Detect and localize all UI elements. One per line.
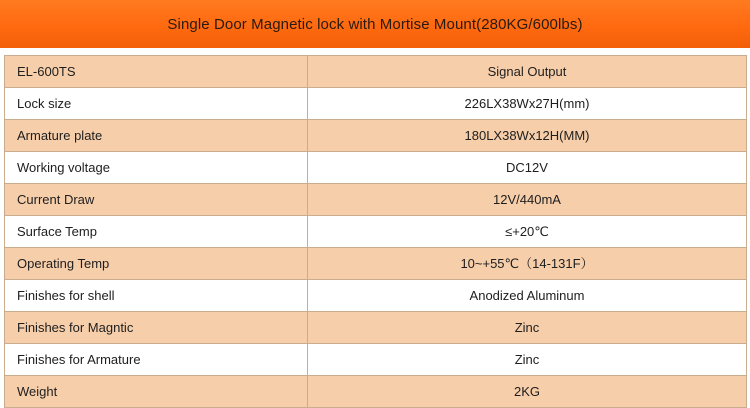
table-row <box>5 280 747 312</box>
value-cell: Zinc <box>308 312 747 344</box>
param-cell: Weight <box>5 376 308 408</box>
value-cell: Zinc <box>308 344 747 376</box>
value-cell: Anodized Aluminum <box>308 280 747 312</box>
table-row <box>5 344 747 376</box>
table-row <box>5 216 747 248</box>
table-row <box>5 312 747 344</box>
table-row <box>5 376 747 408</box>
spec-table <box>4 55 747 408</box>
table-row <box>5 88 747 120</box>
param-cell: EL-600TS <box>5 56 308 88</box>
param-cell: Finishes for Magntic <box>5 312 308 344</box>
header-banner <box>0 0 750 48</box>
table-row <box>5 56 747 88</box>
table-row <box>5 248 747 280</box>
table-row <box>5 152 747 184</box>
value-cell: 12V/440mA <box>308 184 747 216</box>
param-cell: Armature plate <box>5 120 308 152</box>
table-row <box>5 120 747 152</box>
param-cell: Finishes for shell <box>5 280 308 312</box>
value-cell: 226LX38Wx27H(mm) <box>308 88 747 120</box>
value-cell: Signal Output <box>308 56 747 88</box>
param-cell: Finishes for Armature <box>5 344 308 376</box>
value-cell: 10~+55℃（14-131F） <box>308 248 747 280</box>
value-cell: 2KG <box>308 376 747 408</box>
value-cell: ≤+20℃ <box>308 216 747 248</box>
table-row <box>5 184 747 216</box>
page-title: Single Door Magnetic lock with Mortise Mount(280KG/600lbs) <box>167 15 583 33</box>
param-cell: Current Draw <box>5 184 308 216</box>
value-cell: DC12V <box>308 152 747 184</box>
param-cell: Lock size <box>5 88 308 120</box>
value-cell: 180LX38Wx12H(MM) <box>308 120 747 152</box>
param-cell: Working voltage <box>5 152 308 184</box>
param-cell: Operating Temp <box>5 248 308 280</box>
param-cell: Surface Temp <box>5 216 308 248</box>
